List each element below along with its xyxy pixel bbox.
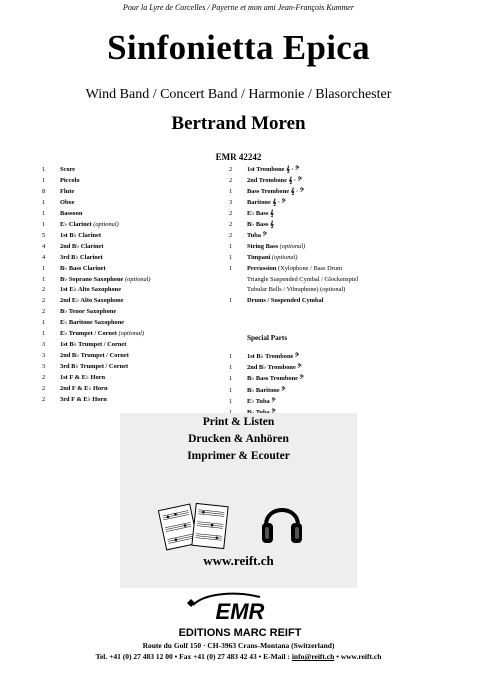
part-name: Drums / Suspended Cymbal — [247, 297, 324, 305]
instrument-row — [42, 373, 202, 382]
instrument-row — [229, 397, 429, 406]
part-name: 3rd B♭ Trumpet / Cornet — [60, 363, 129, 371]
part-name: 1st Trombone 𝄞 · 𝄢 — [247, 166, 300, 173]
part-name: Bass Trombone 𝄞 · 𝄢 — [247, 187, 304, 195]
part-quantity: 1 — [229, 375, 233, 383]
part-quantity: 1 — [42, 330, 46, 338]
instrument-row — [42, 340, 202, 349]
composer: Bertrand Moren — [171, 113, 306, 134]
instrument-row — [42, 198, 202, 207]
catalog-number: EMR 42242 — [215, 152, 262, 162]
part-name: Oboe — [60, 198, 75, 206]
part-name: Timpani (optional) — [247, 253, 298, 261]
part-name: Flute — [60, 187, 75, 195]
instrument-row — [229, 363, 429, 372]
part-name: E♭ Trumpet / Cornet (optional) — [60, 330, 145, 338]
address: Route du Golf 150 · CH-3963 Crans-Montana (Switzerland) — [142, 641, 335, 650]
subtitle: Wind Band / Concert Band / Harmonie / Blasorchester — [85, 87, 392, 102]
part-quantity: 2 — [42, 385, 46, 392]
special-parts-title: Special Parts — [247, 334, 288, 342]
part-quantity: 1 — [42, 176, 46, 184]
instrument-row — [229, 352, 429, 361]
part-name: Baritone 𝄞 · 𝄢 — [247, 198, 286, 206]
part-quantity: 2 — [229, 220, 233, 228]
instrument-row — [42, 307, 202, 316]
part-name: Bassoon — [60, 209, 83, 217]
print-listen-box[interactable] — [120, 413, 357, 588]
part-quantity: 1 — [42, 166, 46, 173]
part-note: (optional) — [270, 253, 298, 261]
part-quantity: 1 — [229, 386, 233, 394]
logo-emr-text: EMR — [215, 599, 265, 624]
instrument-row — [229, 220, 449, 229]
part-name: Score — [60, 166, 76, 173]
instrument-row — [229, 198, 449, 207]
instrument-row — [42, 209, 202, 218]
part-name: 1st B♭ Trombone 𝄢 — [247, 353, 300, 360]
part-name: B♭ Bass Clarinet — [60, 264, 106, 272]
part-name: Piccolo — [60, 176, 80, 184]
instrument-row — [229, 275, 449, 284]
part-quantity: 1 — [42, 198, 46, 206]
part-quantity: 2 — [42, 374, 46, 382]
special-parts — [229, 334, 429, 414]
part-quantity: 2 — [42, 286, 46, 294]
part-quantity: 1 — [229, 187, 233, 195]
instrument-row — [229, 374, 429, 383]
part-name: E♭ Baritone Saxophone — [60, 319, 125, 327]
promo-line-3: Imprimer & Ecouter — [187, 450, 290, 462]
instrument-row — [42, 384, 202, 393]
instrument-row — [229, 296, 449, 305]
instrument-row — [42, 285, 202, 294]
instrument-row — [229, 165, 449, 174]
part-name: B♭ Soprano Saxophone (optional) — [60, 275, 151, 283]
contact-line — [0, 652, 477, 661]
instrument-row — [229, 285, 449, 294]
part-note: (optional) — [123, 275, 151, 283]
left-instrument-list — [42, 165, 202, 415]
part-detail: Tubular Bells / Vibraphone) (optional) — [247, 286, 346, 294]
part-quantity: 1 — [42, 275, 46, 283]
part-name: E♭ Tuba 𝄢 — [247, 397, 276, 405]
instrument-row — [42, 296, 202, 305]
part-quantity: 3 — [42, 352, 46, 360]
part-name: 2nd F & E♭ Horn — [60, 385, 108, 392]
part-name: 3rd F & E♭ Horn — [60, 395, 107, 403]
part-quantity: 2 — [42, 297, 46, 305]
instrument-row — [229, 253, 449, 262]
part-name: 2nd B♭ Clarinet — [60, 242, 104, 250]
instrument-row — [42, 165, 202, 174]
part-name — [247, 285, 345, 294]
instrument-row — [229, 231, 449, 240]
part-note: (optional) — [278, 242, 306, 250]
part-name: 1st B♭ Trumpet / Cornet — [60, 341, 127, 349]
part-name: Tuba 𝄢 — [247, 231, 267, 239]
part-quantity: 5 — [42, 231, 46, 239]
part-quantity: 2 — [42, 308, 46, 316]
part-detail: (Xylophone / Bass Drum — [276, 264, 343, 272]
part-quantity: 2 — [229, 231, 233, 239]
sheet-music-icon — [158, 501, 234, 551]
page-title: Sinfonietta Epica — [107, 28, 370, 67]
part-quantity: 1 — [42, 220, 46, 228]
part-detail: Triangle Suspended Cymbal / Glockenspiel — [247, 275, 359, 283]
part-name: 1st E♭ Alto Saxophone — [60, 286, 122, 294]
part-quantity: 1 — [229, 353, 233, 360]
part-quantity: 2 — [229, 176, 233, 184]
instrument-row — [229, 242, 449, 251]
brand-name: EDITIONS MARC REIFT — [178, 627, 302, 639]
part-name: 2nd Trombone 𝄞 · 𝄢 — [247, 176, 302, 184]
instrument-row — [42, 187, 202, 196]
part-quantity: 1 — [42, 319, 46, 327]
part-name: B♭ Tenor Saxophone — [60, 308, 117, 316]
part-name: B♭ Baritone 𝄢 — [247, 386, 286, 394]
part-quantity: 1 — [229, 242, 233, 250]
part-quantity: 1 — [229, 397, 233, 405]
part-name — [247, 275, 358, 284]
part-quantity: 3 — [42, 363, 46, 371]
part-note: (optional) — [91, 220, 119, 228]
instrument-row — [42, 242, 202, 251]
promo-line-2: Drucken & Anhören — [188, 433, 289, 445]
part-quantity: 3 — [42, 341, 46, 349]
instrument-row — [42, 220, 202, 229]
part-name: B♭ Bass Trombone 𝄢 — [247, 375, 304, 383]
emr-logo — [165, 589, 315, 649]
part-quantity: 1 — [229, 253, 233, 261]
instrument-row — [229, 264, 449, 273]
part-quantity: 1 — [229, 297, 233, 305]
part-quantity: 4 — [42, 242, 46, 250]
instrument-row — [229, 209, 449, 218]
part-name: E♭ Bass 𝄞 — [247, 209, 274, 217]
instrument-row — [42, 395, 202, 404]
dedication: Pour la Lyre de Corcelles / Payerne et mon ami Jean-François Kummer — [123, 3, 354, 12]
instrument-row — [42, 253, 202, 262]
part-quantity: 1 — [42, 209, 46, 217]
right-instrument-list — [229, 165, 449, 305]
email-link[interactable]: info@reift.ch — [291, 652, 335, 661]
part-quantity: 2 — [229, 209, 233, 217]
part-name: 1st F & E♭ Horn — [60, 374, 106, 382]
instrument-row — [42, 329, 202, 338]
headphones-icon — [260, 495, 304, 547]
part-name: B♭ Bass 𝄞 — [247, 220, 274, 228]
instrument-row — [42, 176, 202, 185]
instrument-row — [229, 386, 429, 395]
instrument-row — [42, 275, 202, 284]
part-name: 3rd B♭ Clarinet — [60, 253, 103, 261]
part-name: 2nd E♭ Alto Saxophone — [60, 297, 124, 305]
instrument-row — [42, 362, 202, 371]
part-name: 2nd B♭ Trombone 𝄢 — [247, 364, 302, 372]
part-name: String Bass (optional) — [247, 242, 306, 250]
instrument-row — [42, 318, 202, 327]
part-name: 1st B♭ Clarinet — [60, 231, 101, 239]
part-name: Percussion (Xylophone / Bass Drum — [247, 264, 343, 272]
part-quantity: 1 — [229, 264, 233, 272]
part-note: (optional) — [116, 330, 145, 338]
part-quantity: 2 — [229, 166, 233, 173]
promo-url-link[interactable]: www.reift.ch — [203, 553, 274, 568]
instrument-row — [229, 176, 449, 185]
contact-phone-fax: Tel. +41 (0) 27 483 12 00 • Fax +41 (0) 27 483 42 43 • E-Mail : — [95, 652, 292, 661]
part-quantity: 1 — [42, 264, 46, 272]
contact-web: • www.reift.ch — [334, 652, 382, 661]
part-quantity: 8 — [42, 187, 46, 195]
instrument-row — [229, 187, 449, 196]
instrument-row — [42, 231, 202, 240]
promo-line-1: Print & Listen — [202, 416, 275, 428]
instrument-row — [42, 351, 202, 360]
part-name: 2nd B♭ Trumpet / Cornet — [60, 352, 129, 360]
part-quantity: 4 — [42, 253, 46, 261]
part-quantity: 2 — [42, 395, 46, 403]
instrument-row — [42, 264, 202, 273]
part-quantity: 3 — [229, 198, 233, 206]
part-name: E♭ Clarinet (optional) — [60, 220, 119, 228]
part-quantity: 1 — [229, 364, 233, 372]
